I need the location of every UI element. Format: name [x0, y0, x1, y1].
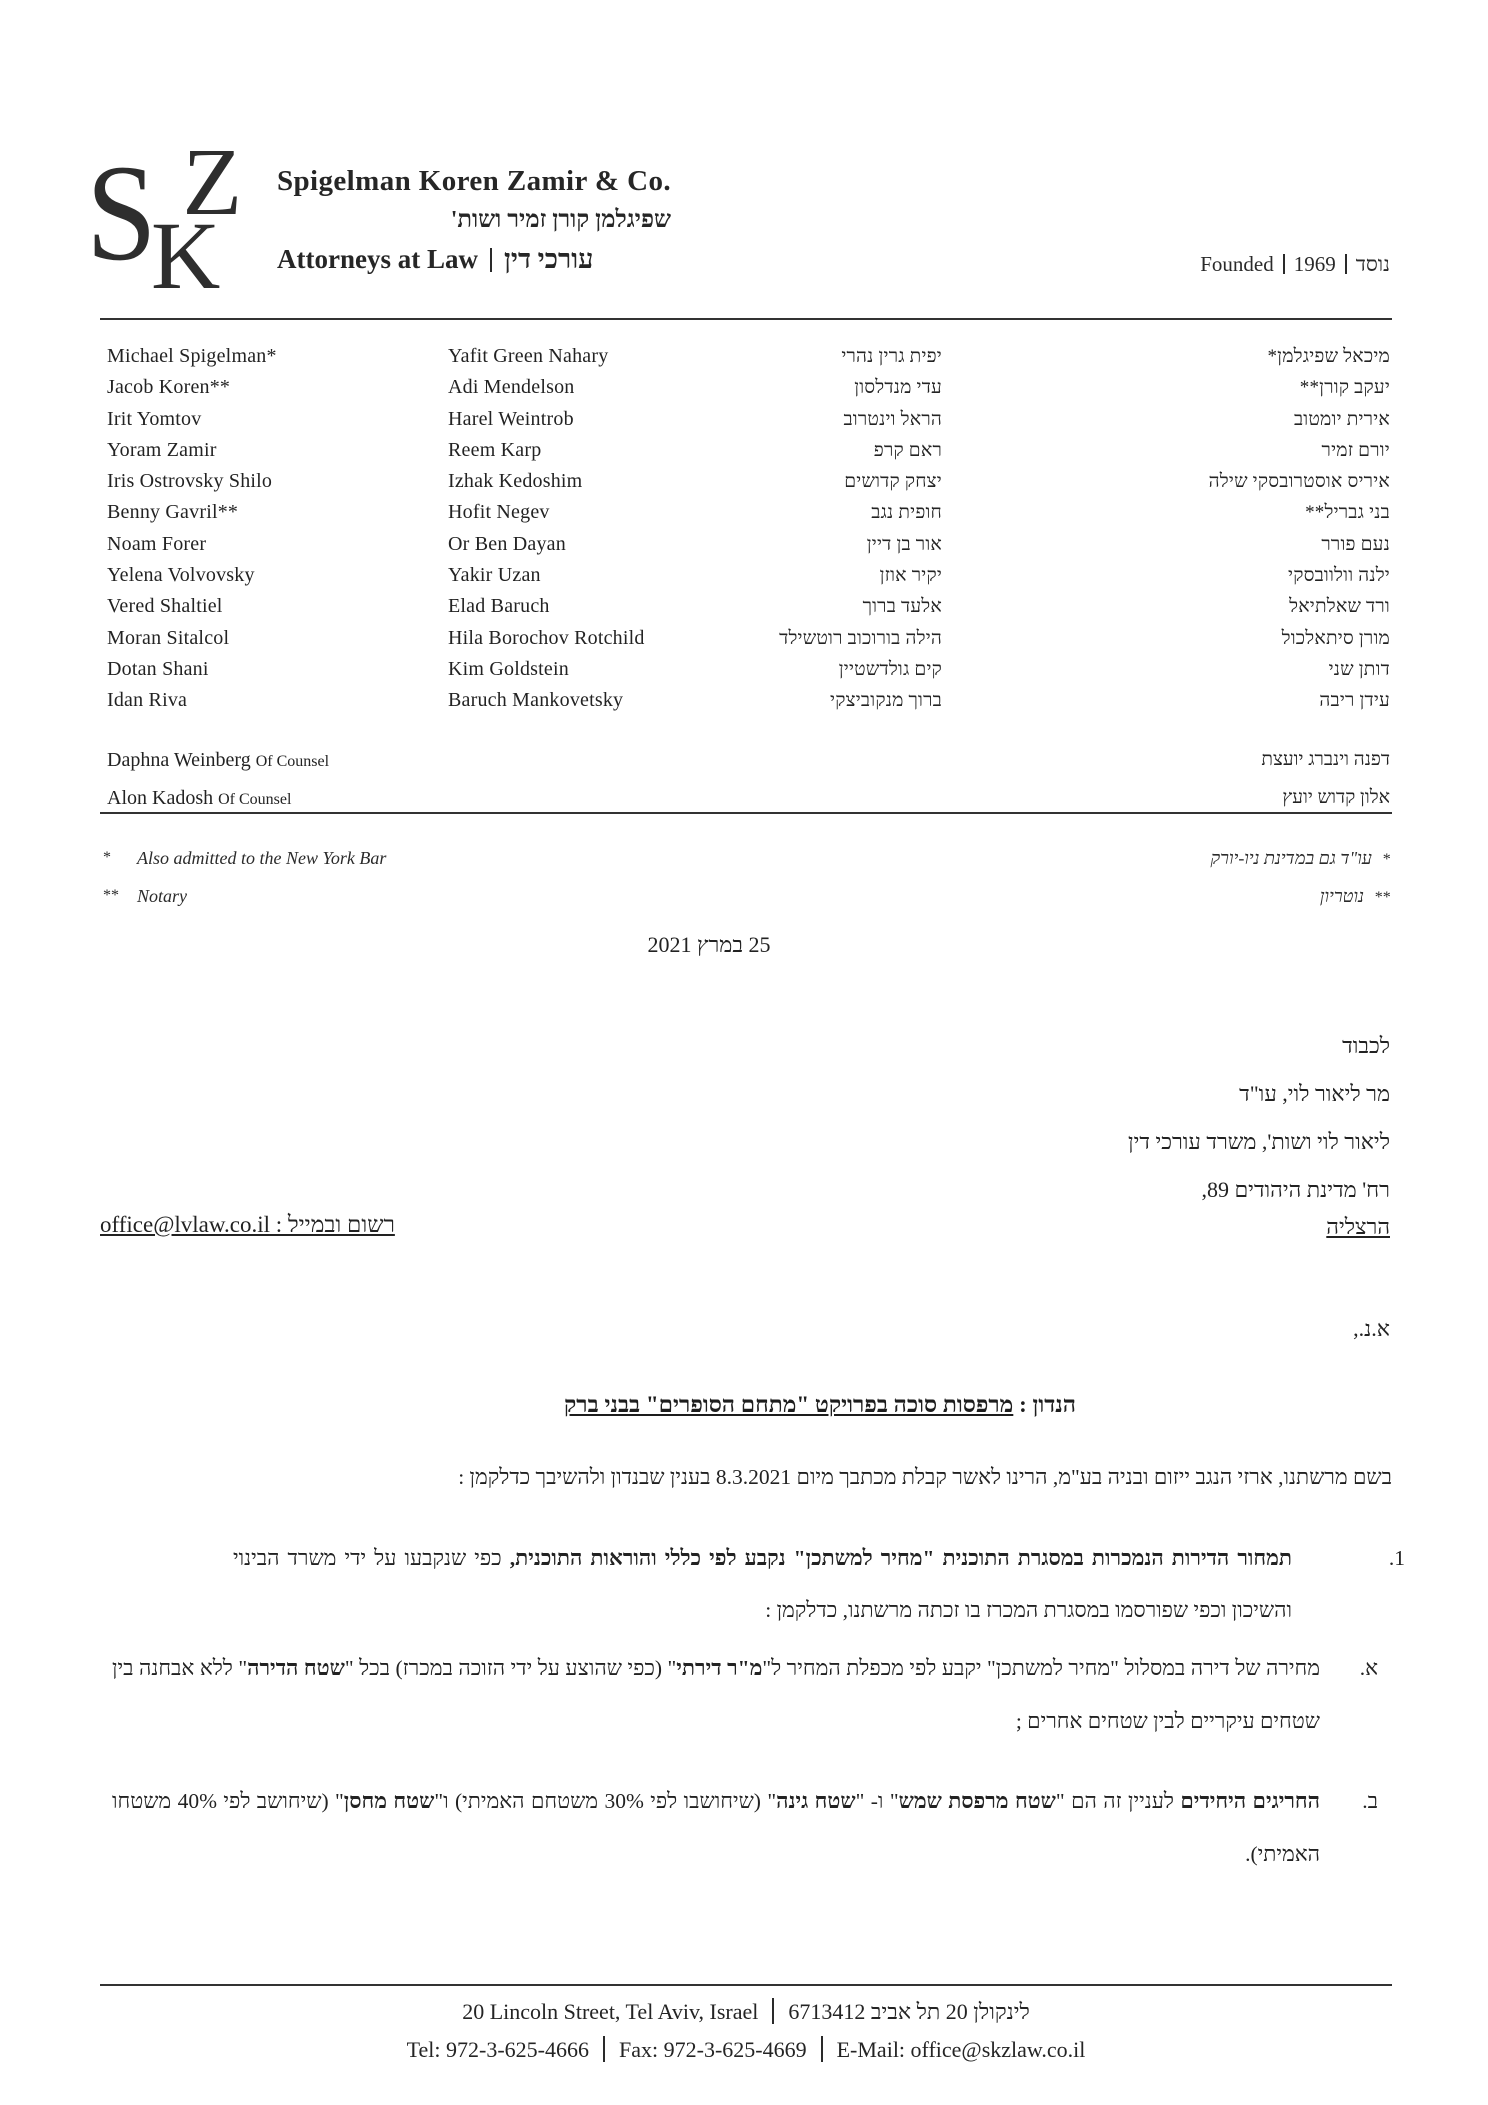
attorney-row	[107, 404, 1390, 435]
attorney-name-en-col1: Iris Ostrovsky Shilo	[107, 470, 273, 493]
recipient-line: ליאור לוי ושות', משרד עורכי דין	[1128, 1129, 1390, 1154]
attorney-name-he-col1: יעקב קורן**	[1299, 377, 1390, 399]
attorney-row	[107, 466, 1390, 497]
subject-line	[250, 1392, 1390, 1418]
intro-paragraph: בשם מרשתנו, ארזי הנגב ייזום ובניה בע"מ, הרינו לאשר קבלת מכתבך מיום 8.3.2021 בענין שבנדון ולהשיבך כדלקמן :	[458, 1465, 1392, 1489]
divider-bar	[603, 2036, 605, 2062]
footnote-text-en: Also admitted to the New York Bar	[137, 848, 387, 868]
header-rule	[100, 318, 1392, 320]
tagline-hebrew: עורכי דין	[503, 244, 594, 274]
attorney-name-en-col1: Moran Sitalcol	[107, 626, 230, 649]
sub-item-a	[112, 1642, 1378, 1748]
attorney-name-en-col2: Reem Karp	[448, 438, 542, 461]
firm-name-english: Spigelman Koren Zamir & Co.	[277, 165, 671, 197]
footnote-mark: *	[1382, 851, 1390, 868]
attorney-name-he-col1: יורם זמיר	[1321, 439, 1390, 461]
sub-item-marker: א.	[1359, 1656, 1378, 1680]
attorney-row	[107, 654, 1390, 685]
attorney-name-he-col1: איריס אוסטרובסקי שילה	[1208, 471, 1390, 493]
attorney-name-he-col2: ברוך מנקוביצקי	[830, 690, 942, 712]
item-number: 1.	[1388, 1546, 1405, 1570]
attorney-name-he-col2: ראם קרפ	[873, 439, 942, 461]
salutation: א.נ.,	[1353, 1316, 1390, 1341]
footnote-text-en: Notary	[137, 886, 188, 906]
recipient-line: לכבוד	[1342, 1033, 1390, 1058]
of-counsel-name: Daphna Weinberg	[107, 749, 251, 771]
divider-bar	[1283, 254, 1285, 274]
attorney-name-en-col1: Idan Riva	[107, 689, 188, 712]
item-text: תמחור הדירות הנמכרות במסגרת התוכנית "מחיר למשתכן" נקבע לפי כללי והוראות התוכנית, כפי שנקבעו על ידי משרד הבינוי והשיכון וכפי שפורסמו במסגרת המכרז בו זכתה מרשתנו, כדלקמן :	[233, 1546, 1292, 1622]
attorney-name-en-col1: Benny Gavril**	[107, 501, 239, 524]
attorney-name-he-col1: אירית יומטוב	[1293, 408, 1390, 430]
footnote-mark: *	[103, 849, 111, 866]
attorney-name-en-col1: Noam Forer	[107, 532, 207, 555]
attorney-name-en-col1: Yoram Zamir	[107, 438, 217, 461]
firm-logo-monogram	[85, 128, 255, 309]
sub-item-marker: ב.	[1362, 1789, 1378, 1813]
recipient-line: מר ליאור לוי, עו"ד	[1239, 1081, 1390, 1106]
firm-name-hebrew: שפיגלמן קורן זמיר ושות'	[450, 207, 671, 233]
of-counsel-row	[107, 742, 1390, 780]
subject-text: מרפסות סוכה בפרויקט "מתחם הסופרים" בבני ברק	[564, 1392, 1014, 1417]
attorney-name-en-col2: Hila Borochov Rotchild	[448, 626, 645, 649]
footer-address-he: לינקולן 20 תל אביב 6713412	[788, 1999, 1030, 2024]
attorney-row	[107, 497, 1390, 528]
attorney-row	[107, 685, 1390, 716]
divider-bar	[772, 1998, 774, 2024]
footnote-mark: **	[103, 887, 119, 904]
recipient-city: הרצליה	[1326, 1214, 1390, 1239]
attorney-name-he-col1: דותן שני	[1328, 658, 1390, 680]
attorney-name-he-col2: קים גולדשטיין	[838, 658, 942, 680]
footnote-text-he	[764, 878, 1391, 916]
founded-english: Founded	[1200, 252, 1274, 276]
footnote-row	[103, 878, 1390, 916]
sub-item-text: החריגים היחידים לעניין זה הם "שטח מרפסת שמש" ו- "שטח גינה" (שיחושבו לפי 30% משטחם האמיתי) ו"שטח מחסן" (שיחושב לפי 40% משטחו האמיתי).	[112, 1789, 1320, 1866]
attorney-name-en-col2: Adi Mendelson	[448, 376, 575, 399]
attorney-row	[107, 560, 1390, 591]
attorney-name-he-col1: מיכאל שפיגלמן*	[1267, 346, 1390, 367]
attorney-name-en-col1: Irit Yomtov	[107, 407, 202, 430]
attorney-name-en-col2: Kim Goldstein	[448, 657, 569, 680]
of-counsel-section	[107, 742, 1390, 818]
footer-rule	[100, 1984, 1392, 1986]
attorney-name-en-col1: Vered Shaltiel	[107, 595, 223, 618]
footnote-he-label: נוטריון	[1319, 886, 1364, 906]
delivery-inner	[100, 1212, 395, 1237]
footer-address-en: 20 Lincoln Street, Tel Aviv, Israel	[462, 1999, 759, 2024]
footnotes	[103, 840, 1390, 916]
footer-email: E-Mail: office@skzlaw.co.il	[836, 2037, 1086, 2062]
attorney-row	[107, 341, 1390, 372]
attorney-row	[107, 372, 1390, 403]
footnote-mark: **	[1374, 889, 1390, 906]
attorney-name-en-col2: Izhak Kedoshim	[448, 470, 583, 493]
attorney-name-en-col2: Baruch Mankovetsky	[448, 689, 624, 712]
footnote-text-he	[764, 840, 1391, 878]
attorney-name-he-col1: ילנה וולוובסקי	[1288, 565, 1390, 587]
attorney-name-he-col2: אור בן דיין	[866, 533, 942, 555]
delivery-label: רשום ובמייל :	[269, 1212, 395, 1237]
delivery-email: office@lvlaw.co.il	[100, 1212, 270, 1237]
footer-fax: Fax: 972-3-625-4669	[619, 2037, 807, 2062]
firm-tagline	[277, 244, 671, 275]
founded-year: 1969	[1293, 252, 1336, 276]
attorney-name-he-col1: ורד שאלתיאל	[1289, 596, 1390, 618]
attorney-name-he-col2: יפית גרין נהרי	[841, 346, 942, 367]
attorney-row	[107, 623, 1390, 654]
attorney-name-en-col2: Harel Weintrob	[448, 407, 574, 430]
letter-date: 25 במרץ 2021	[647, 932, 771, 957]
attorney-name-en-col2: Elad Baruch	[448, 595, 550, 618]
attorney-name-he-col1: נעם פורר	[1321, 533, 1390, 555]
attorney-name-he-col2: הראל וינטרוב	[843, 408, 942, 430]
attorney-row	[107, 529, 1390, 560]
divider-bar	[1345, 254, 1347, 274]
attorney-name-he-col2: יקיר אוזן	[879, 565, 942, 587]
sub-item-b	[112, 1775, 1378, 1881]
attorney-name-en-col2: Hofit Negev	[448, 501, 550, 524]
logo-letter-z: Z	[182, 128, 243, 235]
of-counsel-english	[107, 742, 749, 780]
attorney-name-he-col1: עידן ריבה	[1319, 690, 1390, 712]
founded-hebrew: נוסד	[1355, 252, 1390, 276]
divider-bar	[821, 2036, 823, 2062]
recipient-block	[1128, 1022, 1390, 1214]
attorney-name-en-col2: Or Ben Dayan	[448, 532, 566, 555]
logo-letter-k: K	[151, 202, 221, 309]
logo-letter-s: S	[86, 136, 157, 289]
attorney-name-en-col2: Yakir Uzan	[448, 564, 541, 587]
roster-rule	[100, 812, 1392, 814]
attorney-name-he-col2: יצחק קדושים	[844, 471, 942, 493]
attorney-row	[107, 435, 1390, 466]
attorney-name-en-col2: Yafit Green Nahary	[448, 345, 609, 367]
footer-tel: Tel: 972-3-625-4666	[406, 2037, 590, 2062]
recipient-line: רח' מדינת היהודים 89,	[1201, 1177, 1390, 1202]
attorney-name-he-col2: עדי מנדלסון	[854, 377, 942, 399]
attorney-name-en-col1: Yelena Volvovsky	[107, 564, 255, 587]
divider-bar	[490, 248, 492, 272]
attorney-name-he-col2: הילה בורוכוב רוטשילד	[779, 627, 942, 649]
attorney-name-en-col1: Michael Spigelman*	[107, 345, 277, 367]
attorney-name-he-col2: חופית נגב	[871, 502, 942, 524]
of-counsel-title: Of Counsel	[255, 753, 330, 770]
subject-label: הנדון :	[1013, 1392, 1076, 1417]
delivery-method-line	[100, 1212, 395, 1238]
tagline-english: Attorneys at Law	[277, 244, 478, 274]
of-counsel-title: Of Counsel	[218, 791, 292, 808]
founded-line	[1200, 252, 1390, 277]
firm-header	[277, 165, 671, 275]
of-counsel-hebrew: דפנה וינברג יועצת	[1261, 749, 1390, 770]
attorney-name-he-col2: אלעד ברוך	[862, 596, 942, 618]
attorney-name-he-col1: מורן סיתאלכול	[1281, 627, 1390, 649]
attorney-name-en-col1: Jacob Koren**	[107, 376, 231, 399]
footnote-he-label: עו"ד גם במדינת ניו-יורק	[1210, 848, 1372, 868]
numbered-item-1	[233, 1532, 1405, 1636]
attorney-row	[107, 591, 1390, 622]
attorney-name-en-col1: Dotan Shani	[107, 657, 209, 680]
attorneys-roster	[107, 341, 1390, 717]
footnote-row	[103, 840, 1390, 878]
footer-address-line	[100, 1998, 1392, 2025]
footer-contact-line	[100, 2036, 1392, 2063]
attorney-name-he-col1: בני גבריל**	[1305, 502, 1390, 524]
of-counsel-name: Alon Kadosh	[107, 787, 214, 809]
sub-item-text: מחירה של דירה במסלול "מחיר למשתכן" יקבע לפי מכפלת המחיר ל"מ"ר דירתי" (כפי שהוצע על ידי הזוכה במכרז) בכל "שטח הדירה" ללא אבחנה בין שטחים עיקריים לבין שטחים אחרים ;	[112, 1656, 1320, 1733]
of-counsel-hebrew: אלון קדוש יועץ	[1282, 787, 1390, 808]
